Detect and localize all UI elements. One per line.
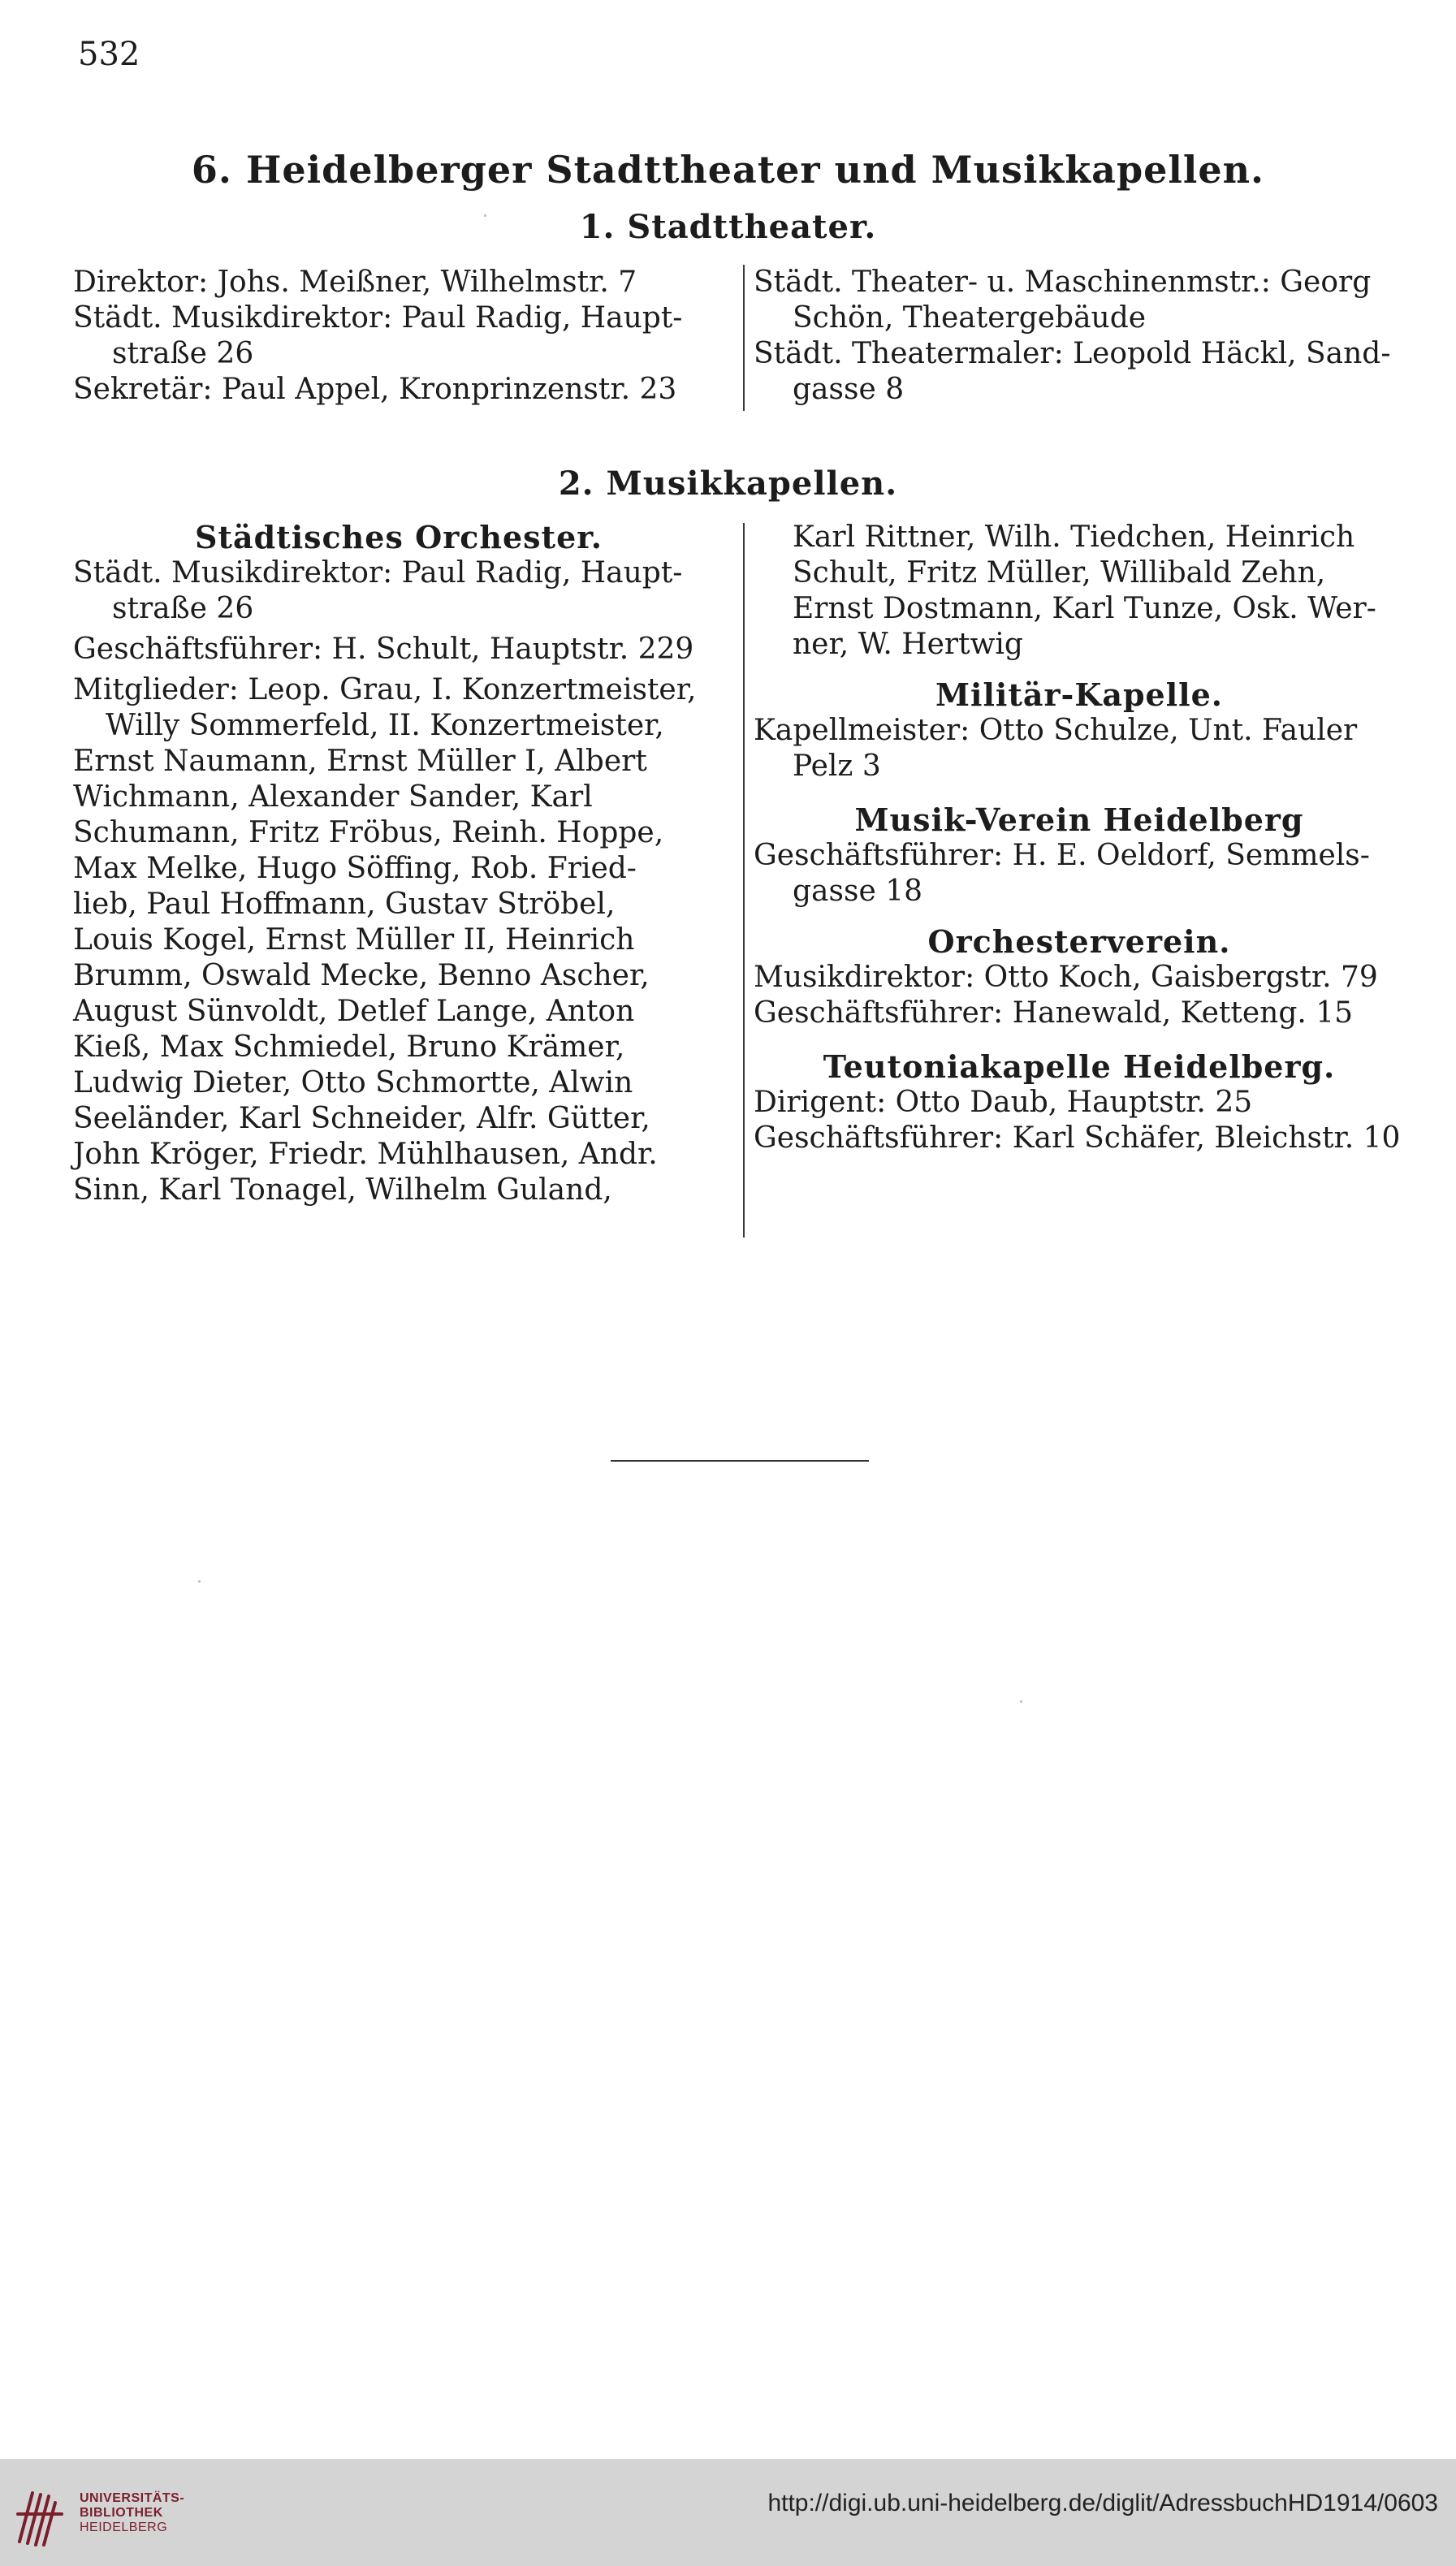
entry-sekretaer: Sekretär: Paul Appel, Kronprinzenstr. 23 — [73, 373, 677, 406]
subheading-orchesterverein: Orchesterverein. — [927, 923, 1231, 960]
mitglieder-line: John Kröger, Friedr. Mühlhausen, Andr. — [73, 1138, 658, 1171]
subheading-musik-verein: Musik-Verein Heidelberg — [854, 801, 1304, 838]
mitglieder-line: Willy Sommerfeld, II. Konzertmeister, — [106, 709, 664, 742]
page-title: 6. Heidelberger Stadttheater und Musikkapellen. — [191, 148, 1265, 192]
mitglieder-line: Seeländer, Karl Schneider, Alfr. Gütter, — [73, 1102, 650, 1135]
subheading-militaer-kapelle: Militär-Kapelle. — [935, 676, 1223, 713]
subheading-staedtisches-orchester: Städtisches Orchester. — [194, 519, 603, 555]
entry-direktor: Direktor: Johs. Meißner, Wilhelmstr. 7 — [73, 266, 637, 299]
mitglieder-line: Sinn, Karl Tonagel, Wilhelm Guland, — [73, 1173, 612, 1207]
mitglieder-line: Ernst Naumann, Ernst Müller I, Albert — [73, 745, 647, 778]
library-seal-icon — [15, 2485, 67, 2548]
mitglieder-line: Kieß, Max Schmiedel, Bruno Krämer, — [73, 1030, 625, 1064]
library-logo-text — [80, 2491, 184, 2535]
mitglieder-line: Wichmann, Alexander Sander, Karl — [73, 780, 593, 814]
footer-bar — [0, 2459, 1456, 2566]
mitglieder-line: Mitglieder: Leop. Grau, I. Konzertmeister, — [73, 673, 697, 706]
mitglieder-line: Ernst Dostmann, Karl Tunze, Osk. Wer- — [793, 592, 1376, 625]
end-rule — [611, 1460, 869, 1462]
section-heading-stadttheater: 1. Stadttheater. — [579, 208, 877, 246]
entry-maschinenmeister: Städt. Theater- u. Maschinenmstr.: Georg Schön, Theatergebäude — [754, 266, 1372, 335]
entry-theatermaler: Städt. Theatermaler: Leopold Häckl, Sand- gasse 8 — [754, 337, 1391, 406]
entry-orchesterverein-geschaeftsfuehrer: Geschäftsführer: Hanewald, Ketteng. 15 — [754, 996, 1354, 1030]
mitglieder-continued — [754, 520, 1405, 663]
section-heading-musikkapellen: 2. Musikkapellen. — [558, 464, 898, 503]
entry-teutonia-geschaeftsfuehrer: Geschäftsführer: Karl Schäfer, Bleichstr. 10 — [754, 1121, 1401, 1155]
speck — [484, 214, 486, 217]
subheading-teutoniakapelle: Teutoniakapelle Heidelberg. — [823, 1048, 1336, 1085]
logo-line3: HEIDELBERG — [80, 2521, 168, 2534]
mitglieder-line: August Sünvoldt, Detlef Lange, Anton — [73, 995, 635, 1028]
source-url-link[interactable]: http://digi.ub.uni-heidelberg.de/diglit/AdressbuchHD1914/0603 — [767, 2490, 1438, 2516]
mitglieder-line: ner, W. Hertwig — [793, 628, 1023, 661]
mitglieder-line: Karl Rittner, Wilh. Tiedchen, Heinrich — [793, 521, 1355, 554]
musikkapellen-left-column — [73, 520, 724, 1208]
entry-musikverein-geschaeftsfuehrer: Geschäftsführer: H. E. Oeldorf, Semmels- gasse 18 — [754, 839, 1370, 908]
entry-musikdirektor: Städt. Musikdirektor: Paul Radig, Haupt- straße 26 — [73, 301, 683, 370]
speck — [1020, 1700, 1022, 1703]
entry-dirigent: Dirigent: Otto Daub, Hauptstr. 25 — [754, 1086, 1253, 1119]
entry-kapellmeister: Kapellmeister: Otto Schulze, Unt. Fauler Pelz 3 — [754, 714, 1358, 783]
entry-orchesterverein-musikdirektor: Musikdirektor: Otto Koch, Gaisbergstr. 79 — [754, 961, 1378, 994]
vertical-divider-section2 — [743, 523, 745, 1238]
mitglieder-line: Louis Kogel, Ernst Müller II, Heinrich — [73, 923, 635, 957]
stadttheater-left-column — [73, 265, 724, 408]
entry-orchester-geschaeftsfuehrer: Geschäftsführer: H. Schult, Hauptstr. 229 — [73, 633, 694, 666]
musikkapellen-right-column — [754, 520, 1405, 1156]
mitglieder-line: Schult, Fritz Müller, Willibald Zehn, — [793, 556, 1326, 590]
mitglieder-line: Schumann, Fritz Fröbus, Reinh. Hoppe, — [73, 816, 664, 849]
entry-orchester-musikdirektor: Städt. Musikdirektor: Paul Radig, Haupt- straße 26 — [73, 556, 683, 625]
speck — [198, 1580, 201, 1583]
mitglieder-line: Max Melke, Hugo Söffing, Rob. Fried- — [73, 852, 637, 885]
mitglieder-line: Brumm, Oswald Mecke, Benno Ascher, — [73, 959, 650, 992]
logo-line2: BIBLIOTHEK — [80, 2506, 163, 2520]
mitglieder-line: lieb, Paul Hoffmann, Gustav Ströbel, — [73, 888, 616, 921]
vertical-divider-section1 — [743, 265, 745, 411]
logo-line1: UNIVERSITÄTS- — [80, 2491, 185, 2505]
mitglieder-list — [73, 672, 724, 1208]
page-number: 532 — [78, 36, 140, 73]
stadttheater-right-column — [754, 265, 1405, 408]
mitglieder-line: Ludwig Dieter, Otto Schmortte, Alwin — [73, 1066, 633, 1099]
